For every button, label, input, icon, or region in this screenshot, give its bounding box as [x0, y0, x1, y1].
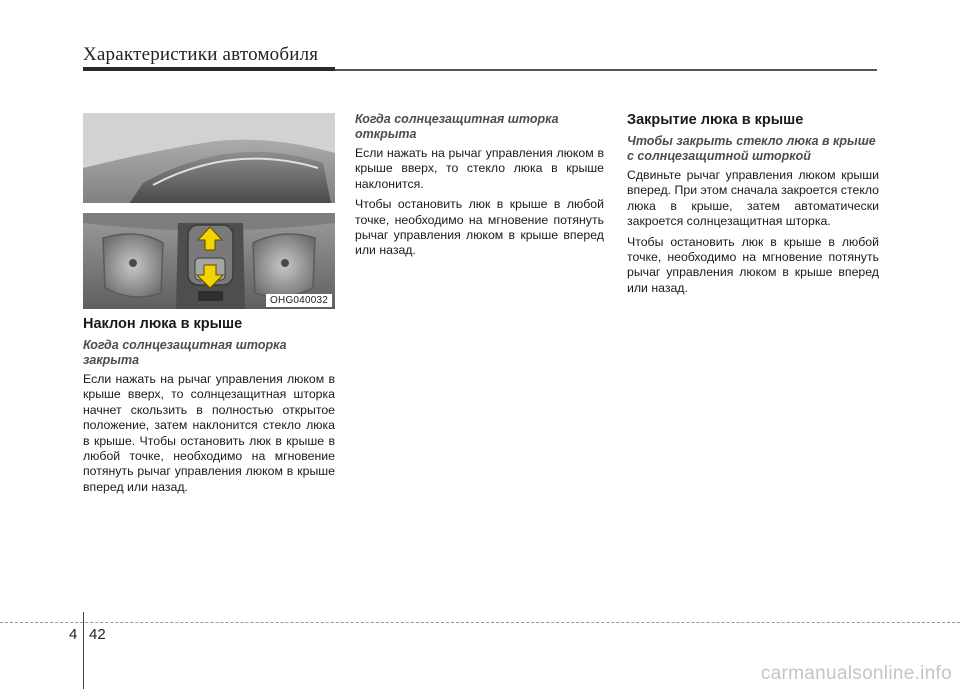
figure-code: OHG040032 — [266, 294, 332, 307]
subheading-close-with-shade: Чтобы закрыть стекло люка в крыше с солнцезащитной шторкой — [627, 134, 876, 163]
page-number: 42 — [89, 626, 106, 643]
watermark: carmanualsonline.info — [760, 663, 952, 684]
section-heading-closing: Закрытие люка в крыше — [627, 112, 804, 128]
sunroof-control-photo — [83, 113, 335, 309]
paragraph: Если нажать на рычаг управления люком в крыше вверх, то стекло люка в крыше наклонится. — [355, 146, 604, 191]
paragraph: Сдвиньте рычаг управления люком крыши вперед. При этом сначала закроется стекло люка в крыше, затем автоматически закроется солнцезащитная шторка. — [627, 168, 879, 229]
subheading-shade-open: Когда солнцезащитная шторка открыта — [355, 112, 559, 141]
footer-vertical-rule — [83, 612, 84, 689]
section-heading-tilt: Наклон люка в крыше — [83, 316, 243, 332]
paragraph: Если нажать на рычаг управления люком в крыше вверх, то солнцезащитная шторка начнет скользить в полностью открытое положение, затем наклонится стекло люка в крыше. Чтобы остановить люк в крыше в любой точке, необходимо на мгновение потянуть рычаг управления люком в крыше вперед или назад. — [83, 372, 335, 494]
column-1 — [83, 316, 335, 500]
page-header-title: Характеристики автомобиля — [83, 44, 319, 65]
footer-dashed-rule — [0, 622, 960, 623]
header-rule-thick — [83, 67, 335, 71]
sunroof-control-illustration — [83, 113, 335, 309]
column-3 — [627, 112, 879, 301]
header-rule-thin — [335, 69, 877, 71]
column-2 — [355, 112, 604, 264]
subheading-shade-closed: Когда солнцезащитная шторка закрыта — [83, 338, 287, 367]
paragraph: Чтобы остановить люк в крыше в любой точке, необходимо на мгновение потянуть рычаг управления люком в крыше вперед или назад. — [627, 234, 879, 295]
chapter-number: 4 — [69, 626, 78, 643]
paragraph: Чтобы остановить люк в крыше в любой точке, необходимо на мгновение потянуть рычаг управления люком в крыше вперед или назад. — [355, 197, 604, 258]
